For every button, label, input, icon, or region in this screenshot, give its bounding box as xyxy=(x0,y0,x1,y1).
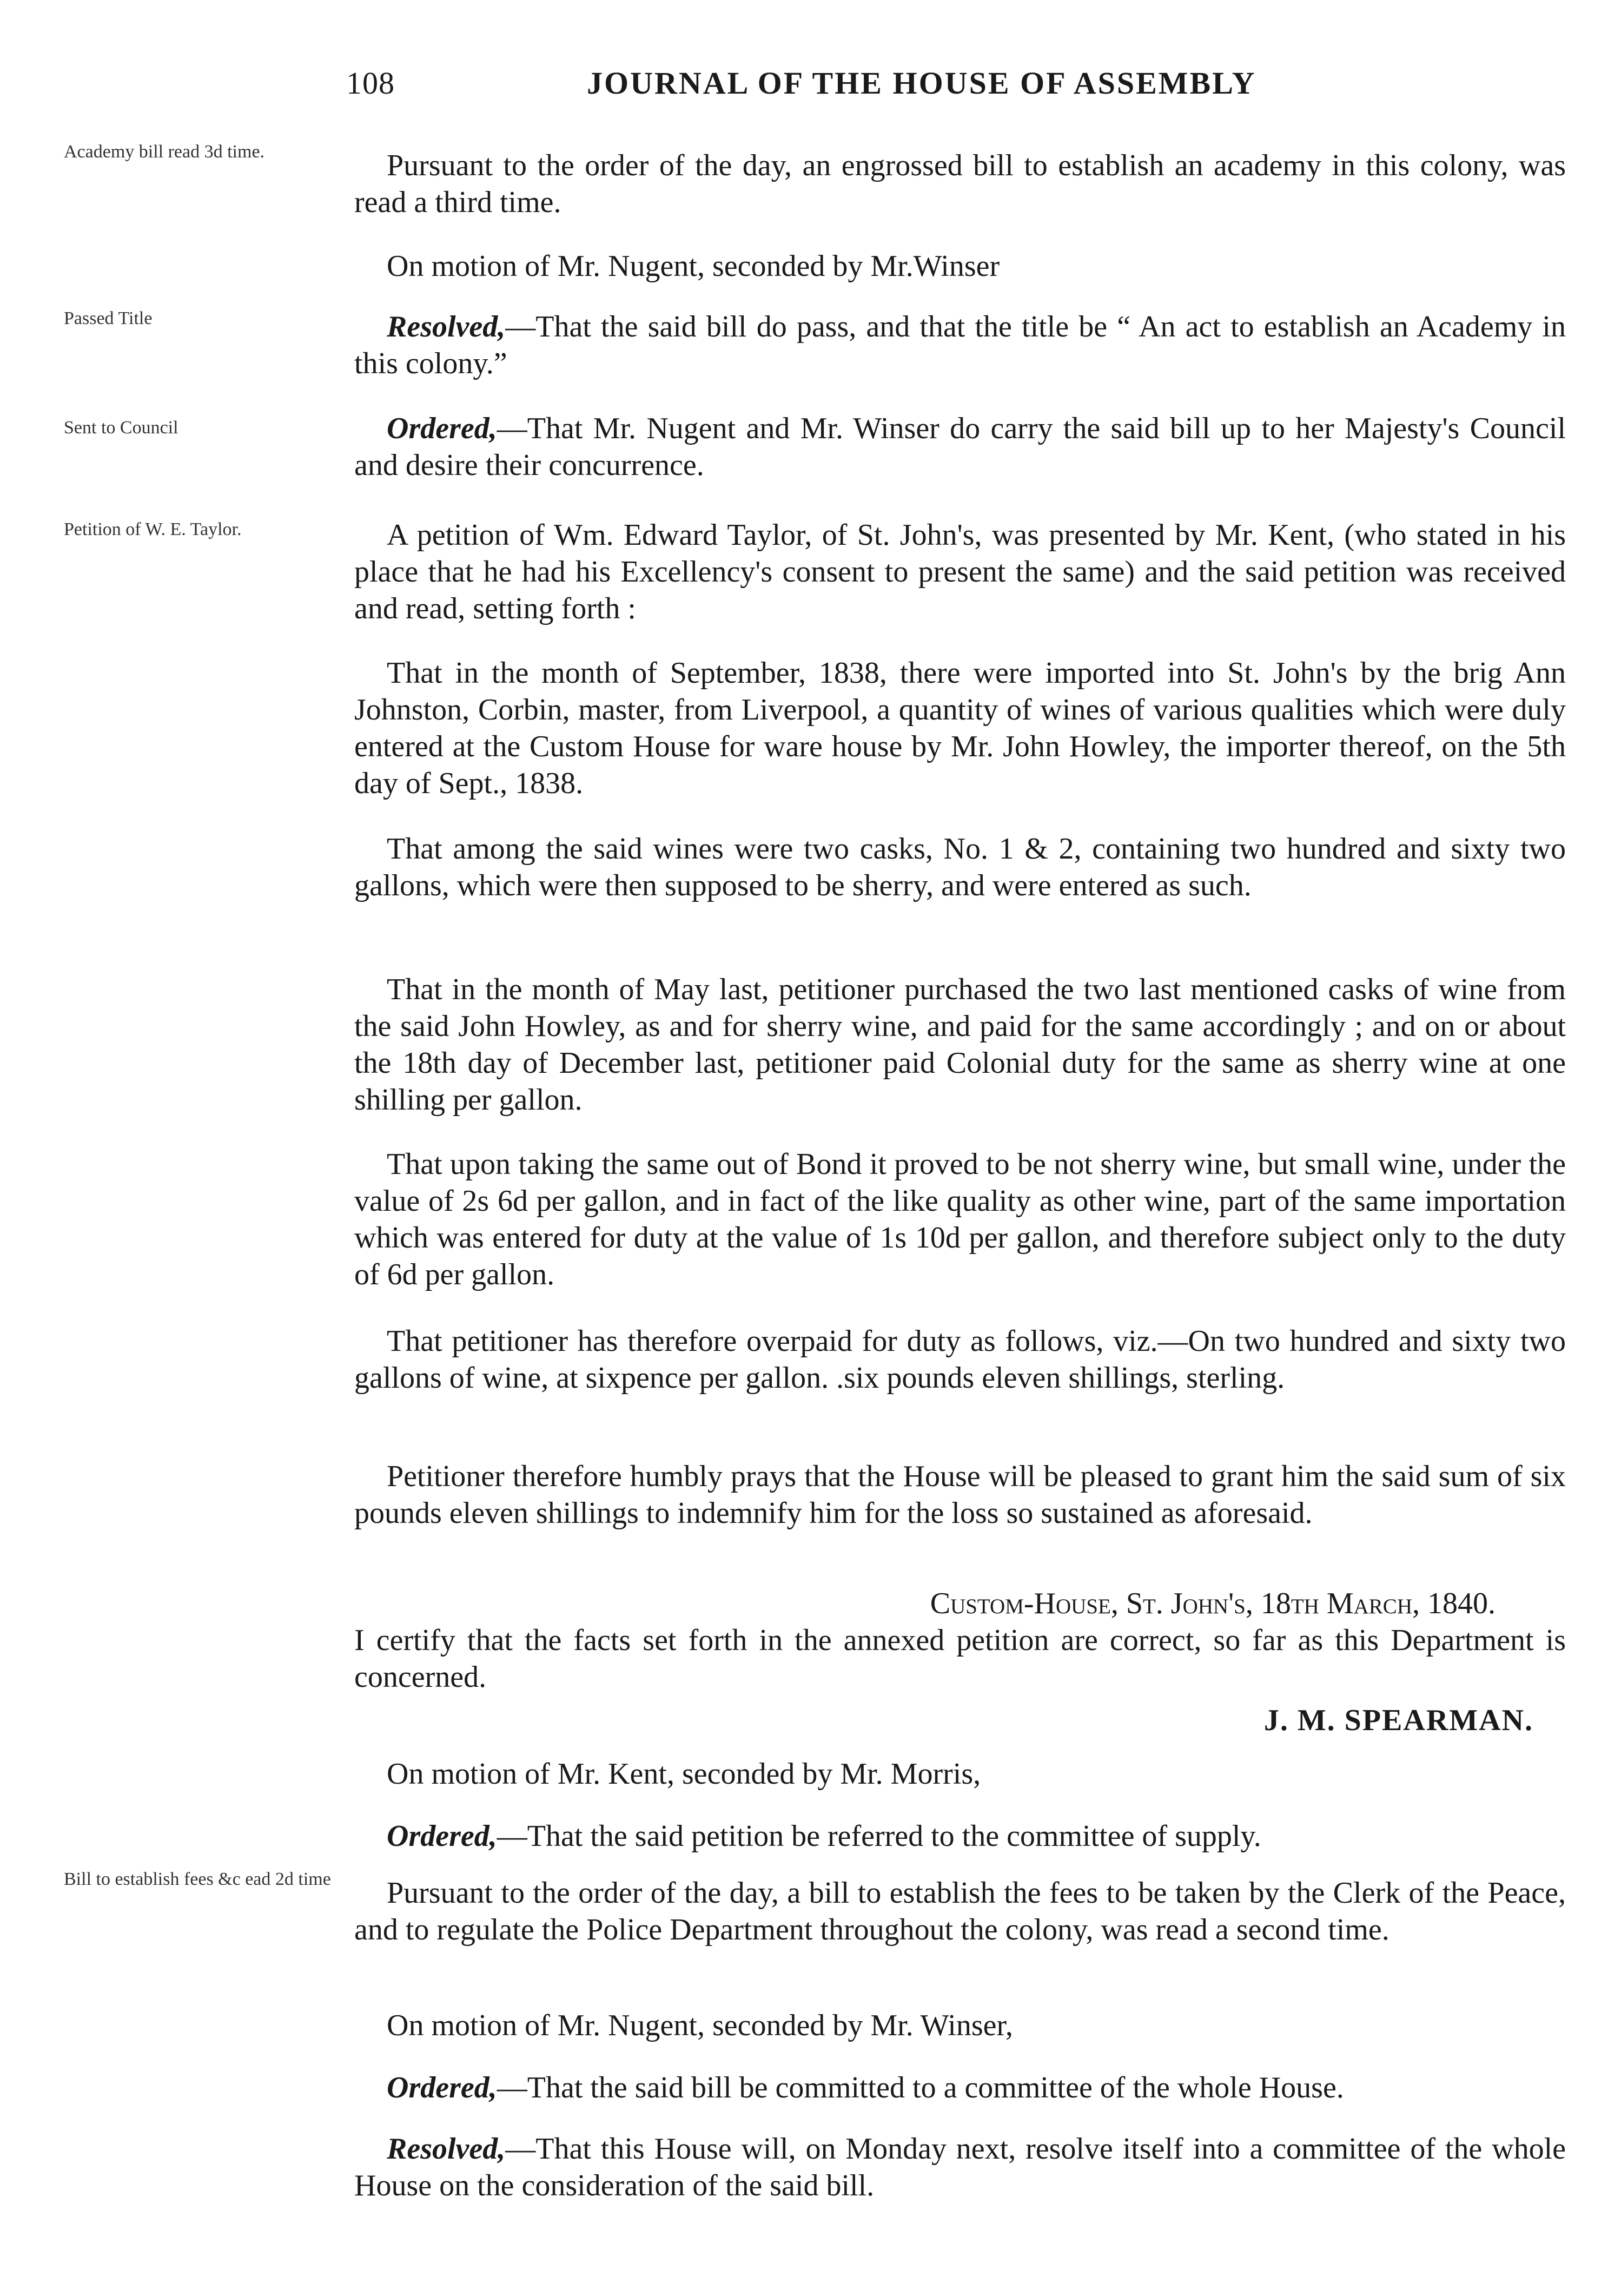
paragraph-text: Resolved,—That the said bill do pass, and that the title be “ An act to establish an Academy in this colony.” xyxy=(354,310,1566,380)
paragraph-motion-kent xyxy=(354,1756,1566,1792)
paragraph-text: That in the month of May last, petitioner purchased the two last mentioned casks of wine from the said John Howley, as and for sherry wine, and paid for the same accordingly ; and on or about the 18th day of December last, petitioner paid Colonial duty for the same as sherry wine at one shilling per gallon. xyxy=(354,973,1566,1117)
margin-note-fees-bill: Bill to establish fees &c ead 2d time xyxy=(64,1869,331,1889)
margin-note-sent-to-council: Sent to Council xyxy=(64,418,178,438)
certificate-signature: J. M. SPEARMAN. xyxy=(1263,1704,1533,1737)
paragraph-petition-prays xyxy=(354,1458,1566,1532)
paragraph-petition-casks xyxy=(354,830,1566,904)
paragraph-text: Resolved,—That this House will, on Monday next, resolve itself into a committee of the whole House on the consideration of the said bill. xyxy=(354,2132,1566,2202)
page-header xyxy=(346,65,1428,114)
paragraph-text: That among the said wines were two casks, No. 1 & 2, containing two hundred and sixty two gallons, which were then supposed to be sherry, and were entered as such. xyxy=(354,832,1566,902)
paragraph-petition-overpaid xyxy=(354,1323,1566,1396)
margin-note-passed: Passed Title xyxy=(64,308,153,328)
paragraph-motion-nugent xyxy=(354,248,1566,285)
margin-note-petition-taylor: Petition of W. E. Taylor. xyxy=(64,519,242,539)
paragraph-fees-bill xyxy=(354,1875,1566,1948)
certificate-text: I certify that the facts set forth in the annexed petition are correct, so far as this Department is concerned. xyxy=(354,1624,1566,1694)
paragraph-text: That upon taking the same out of Bond it proved to be not sherry wine, but small wine, under the value of 2s 6d per gallon, and in fact of the like quality as other wine, part of the same importation which was entered for duty at the value of 1s 10d per gallon, and therefore subject only to the duty of 6d per gallon. xyxy=(354,1147,1566,1291)
certificate-block xyxy=(354,1585,1566,1739)
paragraph-text: That petitioner has therefore overpaid for duty as follows, viz.—On two hundred and sixty two gallons of wine, at sixpence per gallon. .six pounds eleven shillings, sterling. xyxy=(354,1324,1566,1395)
paragraph-petition-imported xyxy=(354,655,1566,802)
paragraph-petition-bond xyxy=(354,1146,1566,1293)
paragraph-petition-purchase xyxy=(354,971,1566,1118)
paragraph-text: On motion of Mr. Nugent, seconded by Mr. Winser, xyxy=(387,2009,1013,2042)
running-title: JOURNAL OF THE HOUSE OF ASSEMBLY xyxy=(587,65,1256,101)
paragraph-text: That in the month of September, 1838, there were imported into St. John's by the brig Ann Johnston, Corbin, master, from Liverpool, a quantity of wines of various qualities which were duly entered at the Custom House for ware house by Mr. John Howley, the importer thereof, on the 5th day of Sept., 1838. xyxy=(354,656,1566,800)
ordered-label: Ordered, xyxy=(387,1819,497,1853)
ordered-label: Ordered, xyxy=(387,412,497,445)
paragraph-resolved-pass xyxy=(354,308,1566,382)
paragraph-text: Pursuant to the order of the day, a bill to establish the fees to be taken by the Clerk of the Peace, and to regulate the Police Department throughout the colony, was read a second time. xyxy=(354,1876,1566,1947)
resolved-label: Resolved, xyxy=(387,310,506,344)
paragraph-text: Petitioner therefore humbly prays that the House will be pleased to grant him the said sum of six pounds eleven shillings to indemnify him for the loss so sustained as aforesaid. xyxy=(354,1460,1566,1530)
paragraph-ordered-council xyxy=(354,410,1566,484)
paragraph-academy-bill xyxy=(354,147,1566,221)
paragraph-text: On motion of Mr. Kent, seconded by Mr. Morris, xyxy=(387,1757,981,1791)
margin-note-academy: Academy bill read 3d time. xyxy=(64,142,265,162)
paragraph-text: Pursuant to the order of the day, an engrossed bill to establish an academy in this colony, was read a third time. xyxy=(354,149,1566,219)
paragraph-text: Ordered,—That Mr. Nugent and Mr. Winser do carry the said bill up to her Majesty's Council and desire their concurrence. xyxy=(354,412,1566,482)
paragraph-petition-presented xyxy=(354,517,1566,627)
paragraph-text: Ordered,—That the said bill be committed to a committee of the whole House. xyxy=(387,2071,1344,2104)
paragraph-text: On motion of Mr. Nugent, seconded by Mr.Winser xyxy=(387,249,1000,283)
paragraph-ordered-committee xyxy=(354,2069,1566,2106)
certificate-heading: Custom-House, St. John's, 18th March, 1840. xyxy=(930,1587,1496,1620)
page-number: 108 xyxy=(346,65,395,101)
ordered-label: Ordered, xyxy=(387,2071,497,2104)
paragraph-ordered-supply xyxy=(354,1818,1566,1855)
paragraph-text: Ordered,—That the said petition be referred to the committee of supply. xyxy=(387,1819,1261,1853)
paragraph-resolved-committee xyxy=(354,2130,1566,2204)
paragraph-motion-nugent-second xyxy=(354,2007,1566,2044)
paragraph-text: A petition of Wm. Edward Taylor, of St. John's, was presented by Mr. Kent, (who stated in his place that he had his Excellency's consent to present the same) and the said petition was received and read, setting forth : xyxy=(354,518,1566,625)
resolved-label: Resolved, xyxy=(387,2132,506,2166)
